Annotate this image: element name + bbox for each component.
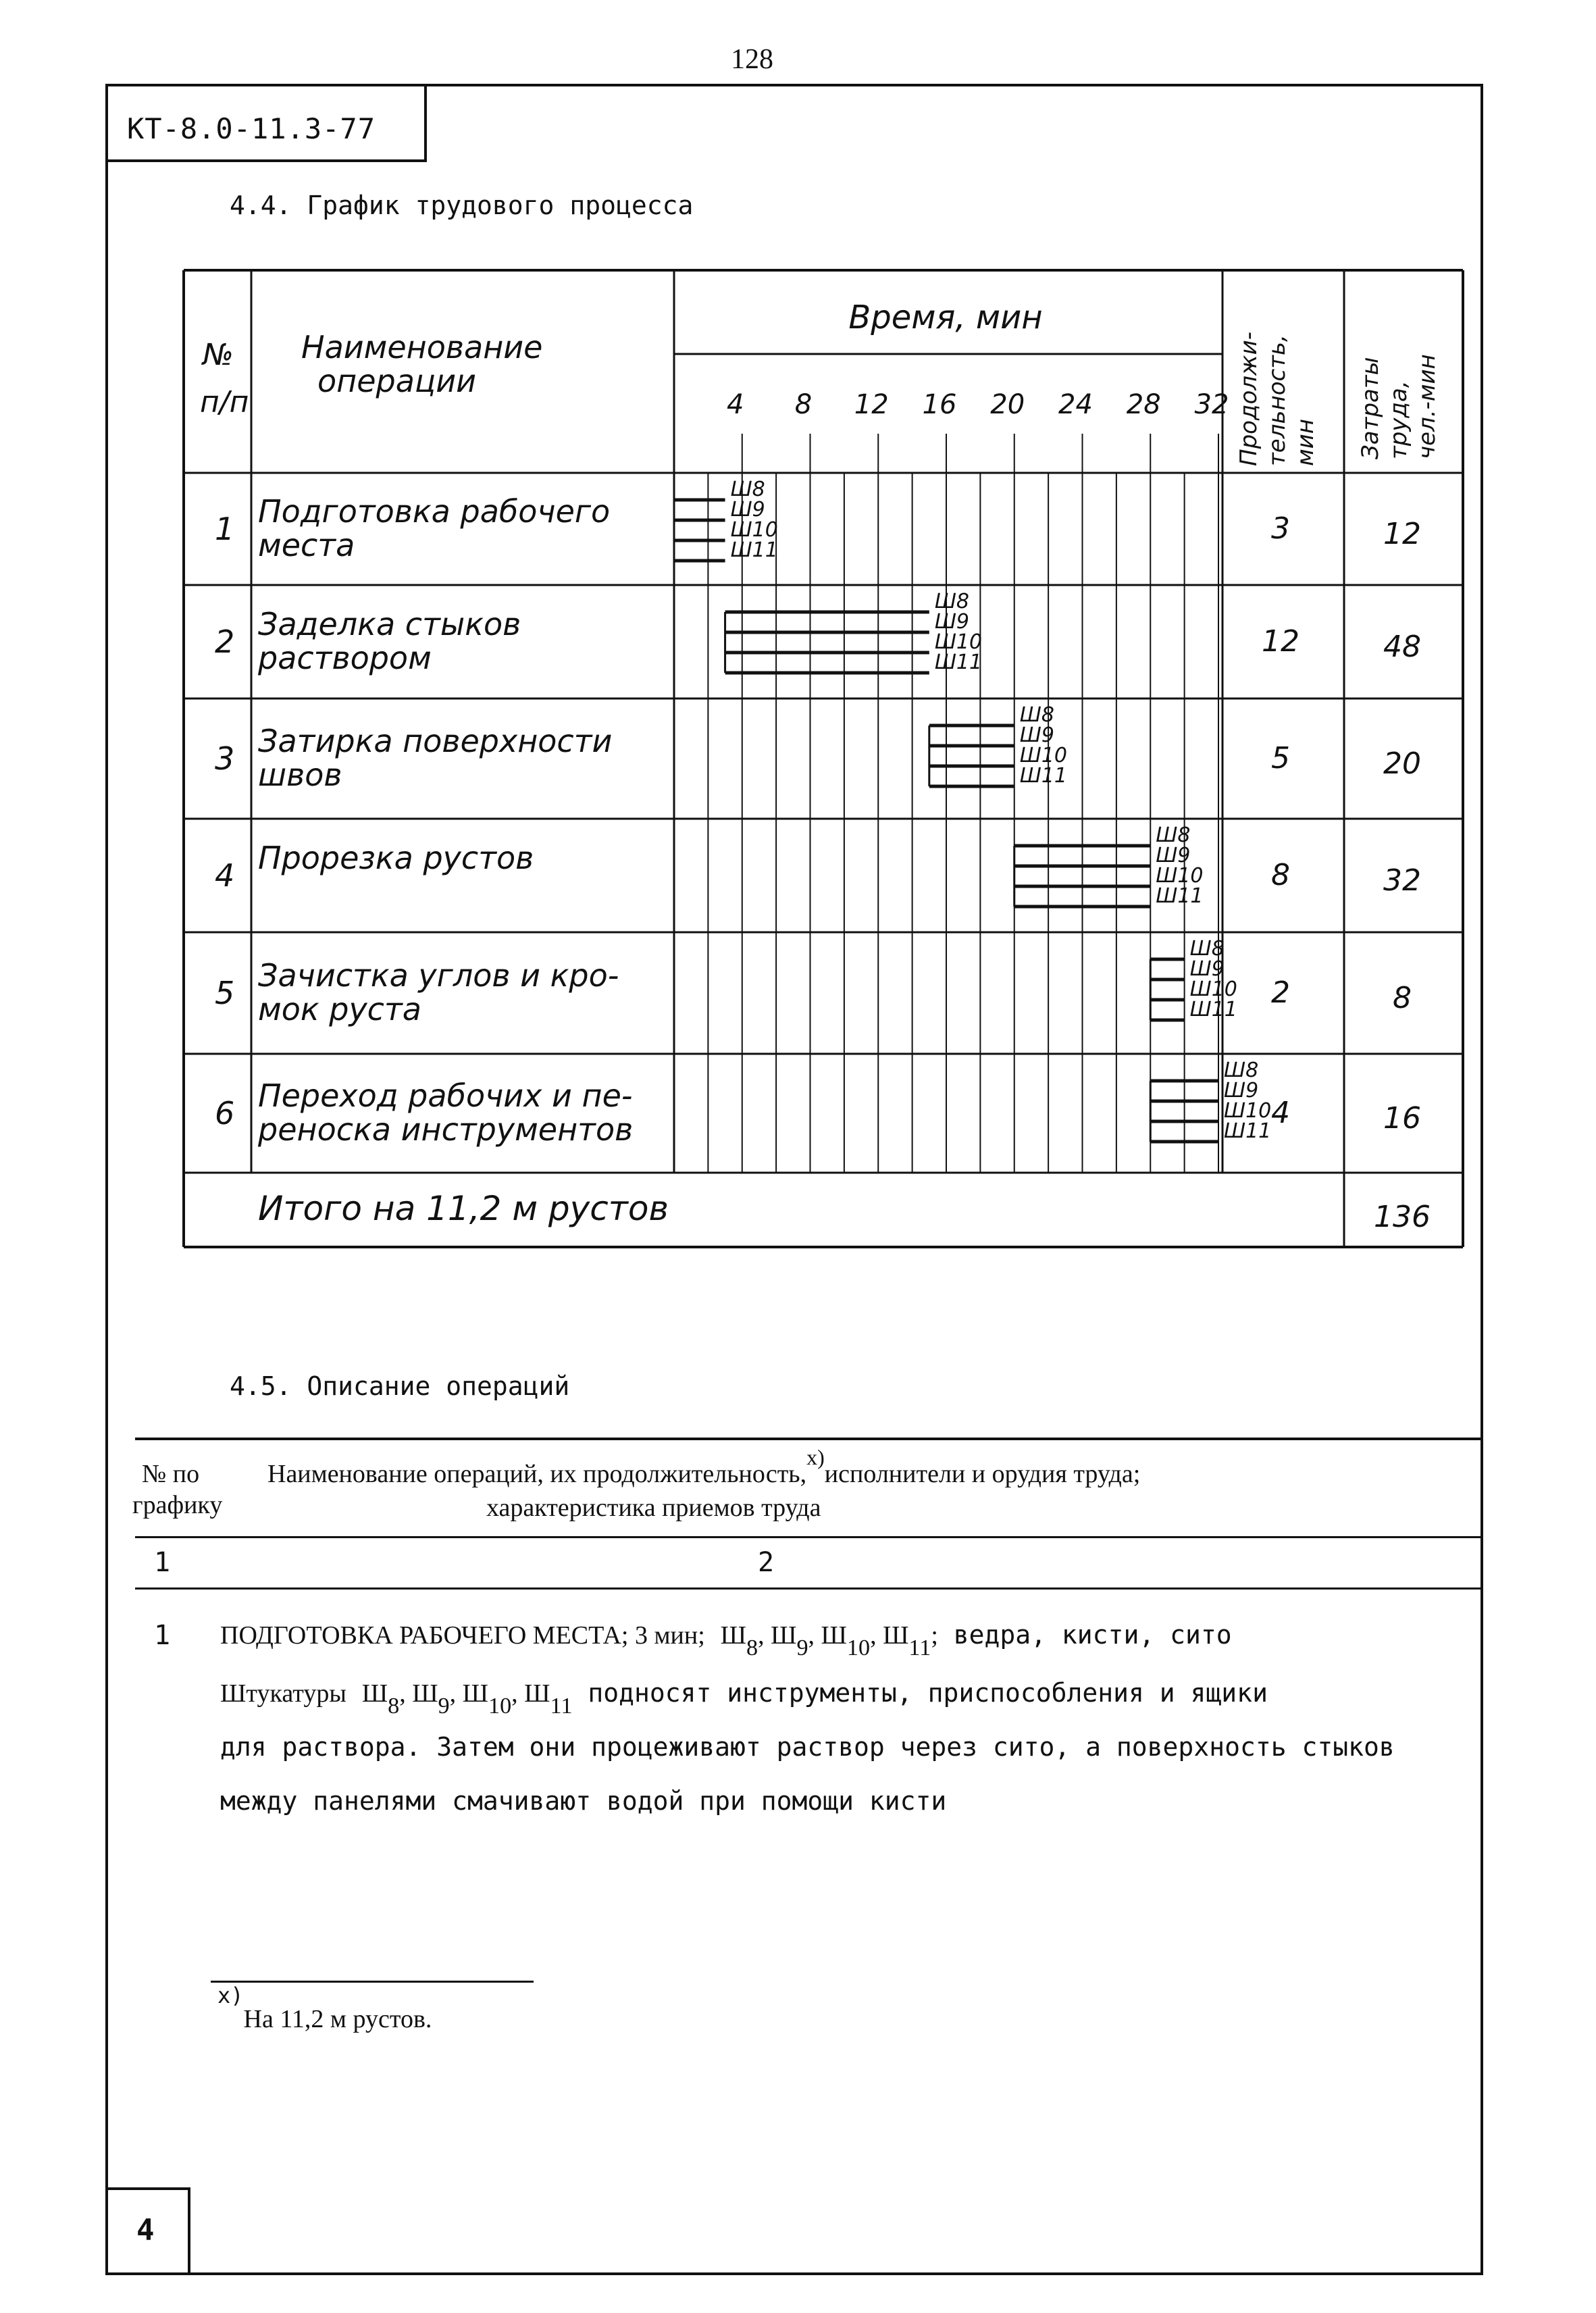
worker-label: Ш10 [934, 630, 983, 654]
desc-rule-bottom [135, 1587, 1483, 1590]
worker-label: Ш10 [1019, 744, 1068, 767]
desc-col2-line1: Наименование операций, их продолжительность,$^{x)}$исполнители и орудия труда; [267, 1445, 1141, 1488]
worker-label: Ш9 [730, 498, 765, 522]
worker-label: Ш9 [1019, 723, 1054, 747]
row-duration: 12 [1262, 624, 1299, 659]
time-tick-label: 20 [990, 389, 1025, 420]
desc-col1-line1: № по [142, 1460, 200, 1488]
row-name-line1: Заделка стыков [258, 606, 521, 642]
row-labor: 32 [1383, 863, 1421, 898]
worker-label: Ш8 [934, 590, 969, 613]
worker-label: Ш8 [1156, 823, 1191, 847]
header-labor-2: чел.-мин [1414, 354, 1441, 459]
row-duration: 3 [1271, 511, 1290, 546]
worker-label: Ш8 [1019, 703, 1054, 727]
time-tick-label: 12 [854, 389, 889, 420]
row-name-line1: Зачистка углов и кро- [258, 957, 619, 994]
header-labor-1: труда, [1385, 380, 1412, 459]
row-labor: 16 [1383, 1101, 1421, 1136]
total-label: Итого на 11,2 м рустов [258, 1189, 669, 1228]
worker-label: Ш11 [1189, 998, 1237, 1021]
desc-rule-top [135, 1438, 1483, 1440]
header-name-2: операции [317, 363, 477, 399]
header-num: № [203, 338, 234, 372]
time-tick-label: 16 [922, 389, 957, 420]
worker-label: Ш10 [1156, 864, 1204, 888]
doc-code: КТ-8.0-11.3-77 [127, 112, 376, 145]
desc-rule-mid [135, 1536, 1483, 1538]
header-duration-0: Продолжи- [1235, 332, 1262, 466]
time-tick-label: 8 [794, 389, 813, 420]
worker-label: Ш11 [1224, 1119, 1272, 1143]
worker-label: Ш10 [1189, 977, 1237, 1001]
footnote: $^{x)}$На 11,2 м рустов. [217, 1983, 432, 2033]
header-pp: п/п [200, 385, 249, 420]
row-number: 1 [215, 511, 235, 547]
row-labor: 8 [1393, 981, 1412, 1015]
row-duration: 5 [1271, 741, 1290, 776]
row-name-line1: Подготовка рабочего [258, 493, 611, 530]
row-name-line2: мок руста [258, 991, 421, 1027]
worker-label: Ш8 [1189, 937, 1225, 961]
row-number: 2 [215, 624, 235, 660]
row-name-line2: реноска инструментов [258, 1111, 634, 1148]
header-time: Время, мин [848, 299, 1043, 336]
worker-label: Ш9 [1224, 1079, 1259, 1102]
header-labor-0: Затраты [1357, 357, 1384, 459]
op1-line3: между панелями смачивают водой при помощи кисти [220, 1786, 947, 1816]
desc-col2-line2: характеристика приемов труда [486, 1494, 821, 1522]
worker-label: Ш11 [1156, 884, 1204, 908]
row-duration: 2 [1271, 975, 1290, 1010]
row-duration: 8 [1271, 858, 1290, 892]
header-name-1: Наименование [301, 329, 543, 365]
worker-label: Ш10 [730, 518, 778, 542]
row-labor: 12 [1383, 517, 1421, 551]
header-duration-1: тельность, [1264, 334, 1291, 466]
op1-title: ПОДГОТОВКА РАБОЧЕГО МЕСТА; 3 мин; $Ш_8$, $Ш_9$, $Ш_{10}$, $Ш_{11}$; ведра, кисти, сито [220, 1620, 1232, 1661]
row-duration: 4 [1271, 1096, 1290, 1130]
total-value: 136 [1374, 1200, 1431, 1234]
desc-colnum-2: 2 [758, 1547, 775, 1578]
worker-label: Ш11 [1019, 764, 1068, 788]
row-name-line2: места [258, 527, 355, 563]
row-number: 3 [215, 740, 235, 777]
row-name-line1: Затирка поверхности [258, 723, 613, 759]
row-number: 5 [215, 975, 235, 1011]
page-number: 128 [731, 44, 773, 75]
corner-number: 4 [136, 2213, 155, 2247]
header-duration-2: мин [1292, 419, 1319, 466]
time-tick-label: 28 [1126, 389, 1161, 420]
row-name-line2: раствором [258, 640, 432, 676]
worker-label: Ш9 [1189, 957, 1225, 981]
op1-number: 1 [154, 1620, 171, 1651]
section-heading-4-4: 4.4. График трудового процесса [230, 190, 694, 220]
worker-label: Ш8 [1224, 1059, 1259, 1082]
row-number: 4 [215, 857, 235, 894]
row-labor: 20 [1383, 746, 1421, 781]
row-name-line1: Переход рабочих и пе- [258, 1077, 633, 1114]
worker-label: Ш9 [934, 610, 969, 634]
worker-label: Ш11 [730, 538, 778, 562]
worker-label: Ш8 [730, 478, 765, 501]
desc-colnum-1: 1 [154, 1547, 171, 1578]
worker-label: Ш11 [934, 651, 983, 674]
footnote-rule [211, 1981, 534, 1983]
worker-label: Ш10 [1224, 1099, 1272, 1123]
worker-label: Ш9 [1156, 844, 1191, 867]
time-tick-label: 24 [1058, 389, 1093, 420]
time-tick-label: 4 [727, 389, 744, 420]
section-heading-4-5: 4.5. Описание операций [230, 1371, 570, 1401]
op1-line1: Штукатуры $Ш_8$, $Ш_9$, $Ш_{10}$, $Ш_{11}$ подносят инструменты, приспособления и ящики [220, 1678, 1268, 1719]
row-name-line2: швов [258, 757, 342, 793]
row-number: 6 [215, 1095, 235, 1132]
row-name-line1: Прорезка рустов [258, 840, 534, 876]
time-tick-label: 32 [1194, 389, 1229, 420]
desc-col1-line2: графику [132, 1491, 223, 1519]
op1-line2: для раствора. Затем они процеживают раствор через сито, а поверхность стыков [220, 1732, 1395, 1762]
row-labor: 48 [1383, 630, 1421, 664]
